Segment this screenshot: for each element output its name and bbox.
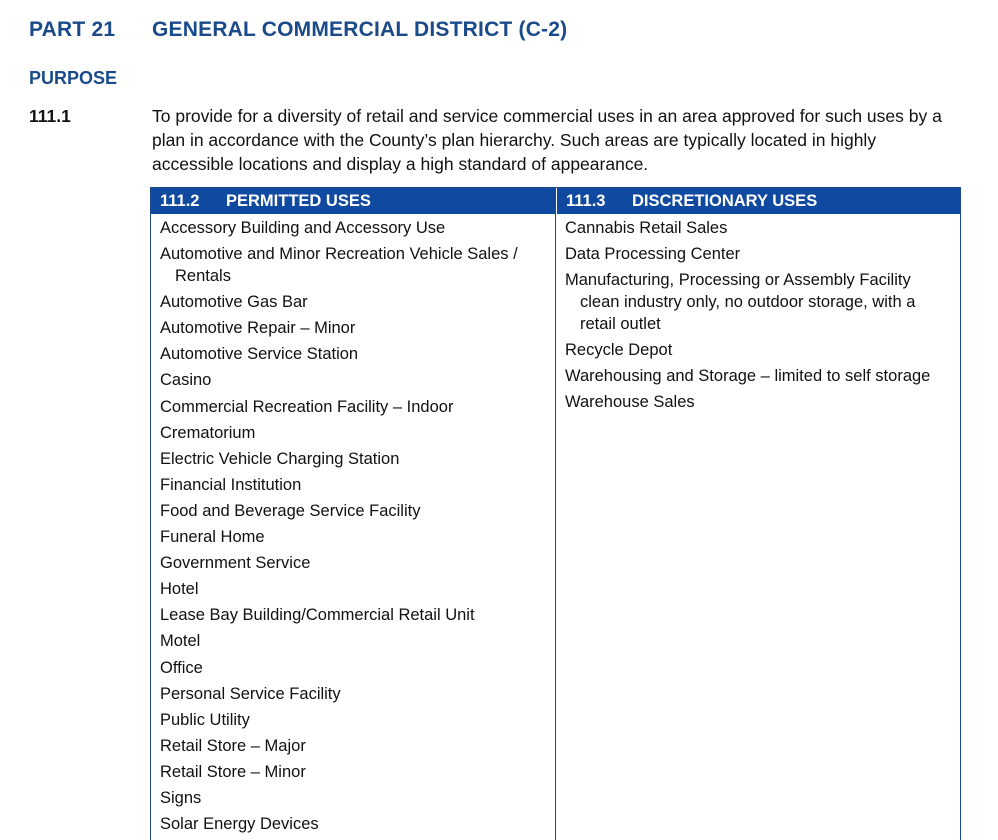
permitted-use-item: Automotive and Minor Recreation Vehicle Sales / Rentals <box>160 245 518 286</box>
permitted-use-item: Lease Bay Building/Commercial Retail Unit <box>160 606 475 625</box>
discretionary-use-item: Warehousing and Storage – limited to self storage <box>565 367 931 386</box>
permitted-use-item: Accessory Building and Accessory Use <box>160 219 446 237</box>
table-body <box>151 214 960 840</box>
discretionary-use-item: Warehouse Sales <box>565 393 695 412</box>
part-title: GENERAL COMMERCIAL DISTRICT (C-2) <box>152 18 568 41</box>
discretionary-use-item: Manufacturing, Processing or Assembly Facility clean industry only, no outdoor storage, with a retail outlet <box>565 271 916 334</box>
permitted-use-item: Financial Institution <box>160 475 302 494</box>
permitted-use-item: Signs <box>160 788 202 807</box>
permitted-use-item: Food and Beverage Service Facility <box>160 501 421 520</box>
permitted-use-item: Casino <box>160 371 212 390</box>
permitted-uses-header <box>151 188 556 214</box>
permitted-use-item: Automotive Gas Bar <box>160 293 308 312</box>
permitted-use-item: Retail Store – Major <box>160 736 306 755</box>
permitted-use-item: Crematorium <box>160 423 256 442</box>
permitted-use-item: Automotive Service Station <box>160 345 359 364</box>
discretionary-uses-column <box>556 214 960 840</box>
discretionary-uses-number: 111.3 <box>566 191 606 210</box>
clause-text: To provide for a diversity of retail and service commercial uses in an area approved for such uses by a plan in accordance with the County’s plan hierarchy. Such areas are typically located in highly accessible locations and display a high standard of appearance. <box>152 106 942 174</box>
permitted-use-item: Hotel <box>160 580 199 599</box>
permitted-use-item: Electric Vehicle Charging Station <box>160 449 400 468</box>
discretionary-use-item: Data Processing Center <box>565 245 741 264</box>
discretionary-use-item: Cannabis Retail Sales <box>565 219 728 237</box>
permitted-use-item: Motel <box>160 632 201 651</box>
permitted-use-item: Automotive Repair – Minor <box>160 319 356 338</box>
permitted-use-item: Funeral Home <box>160 528 265 547</box>
discretionary-uses-list <box>565 217 954 413</box>
table-header <box>151 188 960 214</box>
permitted-use-item: Retail Store – Minor <box>160 762 306 781</box>
permitted-use-item: Personal Service Facility <box>160 684 341 703</box>
permitted-use-item: Public Utility <box>160 710 250 729</box>
uses-table <box>150 187 961 840</box>
clause-number: 111.1 <box>29 106 71 126</box>
permitted-uses-list <box>160 217 555 835</box>
permitted-uses-heading: PERMITTED USES <box>226 191 371 210</box>
discretionary-uses-heading: DISCRETIONARY USES <box>632 191 818 210</box>
permitted-use-item: Office <box>160 658 203 677</box>
permitted-use-item: Solar Energy Devices <box>160 815 319 834</box>
discretionary-use-item: Recycle Depot <box>565 341 673 360</box>
purpose-heading: PURPOSE <box>29 68 118 88</box>
discretionary-uses-header <box>556 188 960 214</box>
part-number: PART 21 <box>29 18 116 41</box>
permitted-use-item: Government Service <box>160 554 311 573</box>
purpose-clause <box>29 104 958 176</box>
permitted-uses-column <box>151 214 556 840</box>
permitted-uses-number: 111.2 <box>160 191 200 210</box>
permitted-use-item: Commercial Recreation Facility – Indoor <box>160 397 454 416</box>
part-heading <box>29 18 567 42</box>
